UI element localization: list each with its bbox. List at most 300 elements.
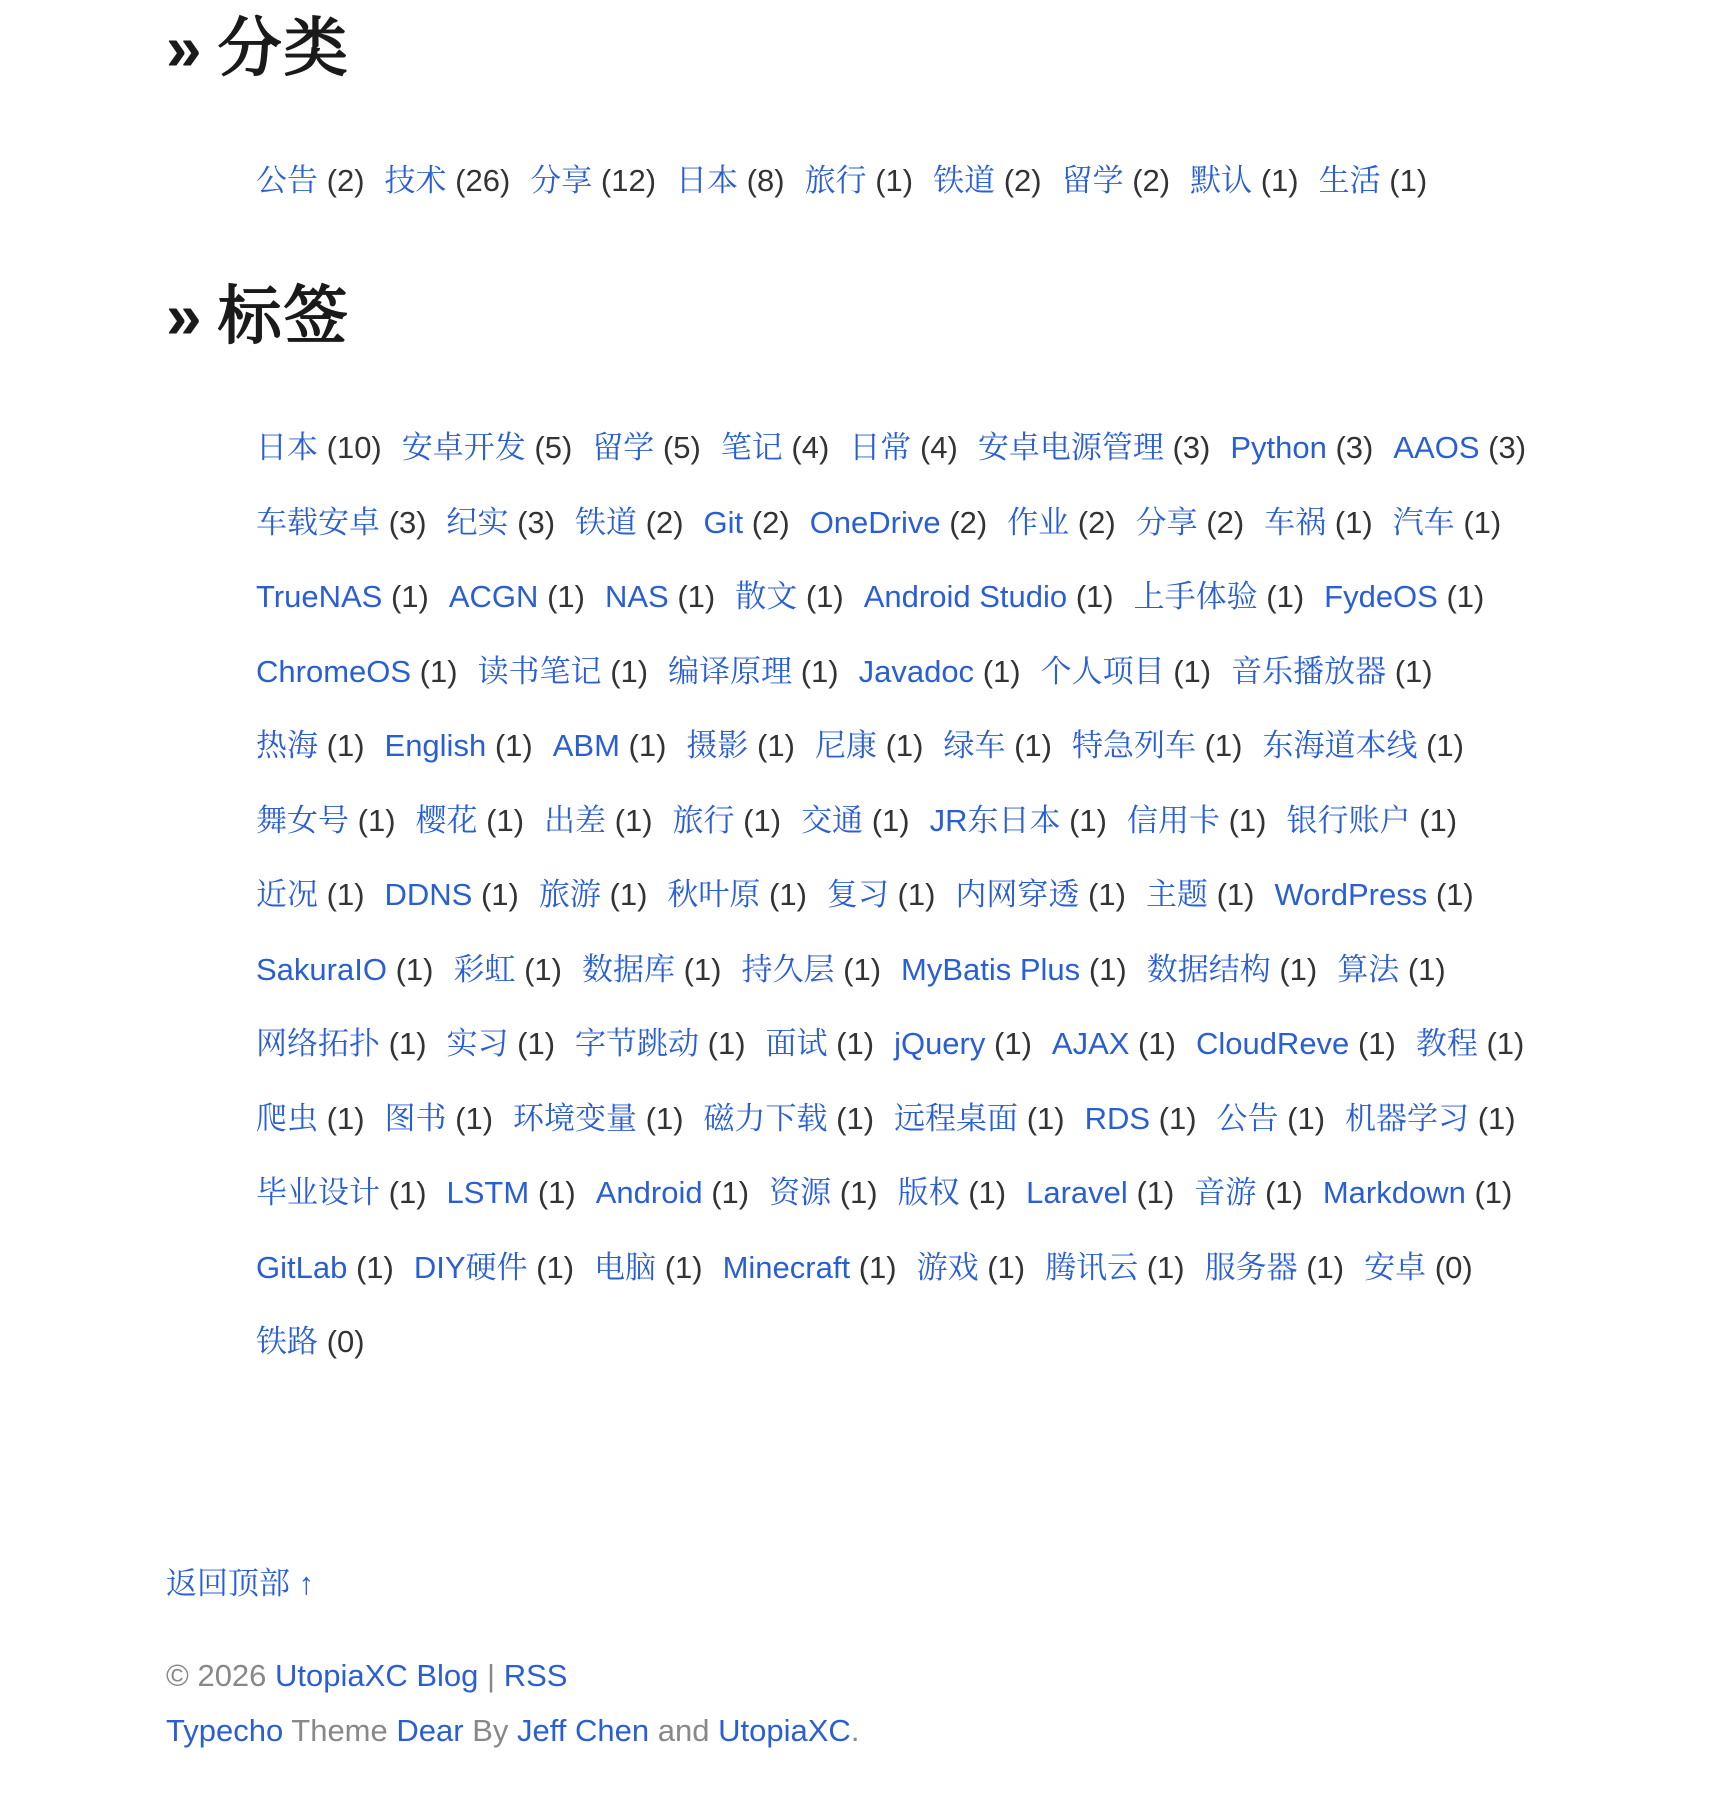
tag-item-count: (1) <box>1088 951 1127 987</box>
tag-item <box>917 1231 1026 1306</box>
tag-item-link[interactable]: 近况 <box>256 877 318 912</box>
tag-item-link[interactable]: 字节跳动 <box>575 1026 700 1061</box>
tag-item-link[interactable]: 信用卡 <box>1126 802 1220 838</box>
tag-item-link[interactable]: 机器学习 <box>1345 1100 1470 1136</box>
tag-item <box>539 858 648 933</box>
tag-item-count: (1) <box>1463 504 1502 540</box>
tag-item <box>1136 486 1245 561</box>
tag-item-link[interactable]: 车祸 <box>1264 504 1327 540</box>
category-item-count: (26) <box>455 163 511 198</box>
tag-item <box>594 1231 703 1306</box>
category-item-count: (1) <box>1260 163 1299 198</box>
tag-item-count: (1) <box>836 1100 875 1136</box>
tag-item <box>1217 1082 1326 1157</box>
tag-item-count: (1) <box>885 728 924 763</box>
tag-item-count: (1) <box>836 1026 875 1061</box>
category-list <box>256 144 1556 219</box>
tag-item <box>402 411 573 486</box>
tag-item <box>256 635 458 710</box>
tag-item-link[interactable]: 服务器 <box>1204 1249 1298 1285</box>
tag-item <box>1264 486 1373 561</box>
tag-item-link[interactable]: 毕业设计 <box>256 1175 380 1210</box>
raquo-marker: » <box>166 12 204 84</box>
tag-item-link[interactable]: DDNS <box>384 877 473 912</box>
tag-item-count: (0) <box>1434 1249 1473 1285</box>
theme-text: Theme <box>291 1713 388 1748</box>
tag-item <box>1085 1082 1197 1157</box>
tag-item <box>1072 709 1243 784</box>
tag-item-count: (1) <box>537 1175 576 1210</box>
tag-item-link[interactable]: WordPress <box>1274 877 1428 912</box>
tag-item-count: (1) <box>1138 1026 1176 1061</box>
tag-item-link[interactable]: 樱花 <box>415 802 478 838</box>
tag-item-link[interactable]: 日本 <box>256 430 318 465</box>
tag-item-link[interactable]: 内网穿透 <box>955 877 1080 912</box>
tag-item <box>1416 1007 1525 1082</box>
category-item <box>1190 144 1299 219</box>
tag-item <box>1364 1231 1473 1306</box>
tag-item-count: (1) <box>419 653 458 689</box>
tag-item <box>1194 1156 1303 1231</box>
tag-item-link[interactable]: jQuery <box>894 1026 986 1061</box>
category-item-count: (2) <box>1003 163 1042 198</box>
tag-item-count: (1) <box>664 1249 703 1285</box>
tag-item <box>864 560 1114 635</box>
tag-item <box>1231 635 1433 710</box>
tag-item-count: (1) <box>1266 579 1305 614</box>
tag-item-count: (1) <box>395 951 434 987</box>
tag-item-link[interactable]: 尼康 <box>814 728 877 763</box>
tag-item-link[interactable]: 分享 <box>1135 504 1198 540</box>
category-item <box>1319 144 1428 219</box>
tag-item-link[interactable]: GitLab <box>256 1249 348 1285</box>
tag-item <box>553 709 667 784</box>
tag-item-count: (5) <box>662 430 701 465</box>
tag-item <box>478 635 649 710</box>
tag-item-link[interactable]: 游戏 <box>916 1249 979 1285</box>
tag-item-count: (1) <box>711 1175 750 1210</box>
tag-item-count: (1) <box>1014 728 1052 763</box>
tag-item-link[interactable]: 上手体验 <box>1133 579 1258 614</box>
tag-item-link[interactable]: Markdown <box>1322 1175 1466 1210</box>
footer-credits-line <box>166 1703 859 1758</box>
tag-item-link[interactable]: 算法 <box>1337 951 1400 987</box>
tag-item-count: (1) <box>1146 1249 1185 1285</box>
tag-item-count: (1) <box>1486 1026 1525 1061</box>
copyright-text: © 2026 <box>166 1658 267 1693</box>
tag-item-link[interactable]: 音乐播放器 <box>1231 653 1387 689</box>
tag-item <box>582 933 722 1008</box>
tag-item-count: (1) <box>1394 653 1433 689</box>
tag-item <box>596 1156 749 1231</box>
tag-item-link[interactable]: English <box>384 728 487 763</box>
category-item-link[interactable]: 默认 <box>1190 163 1253 198</box>
tag-item-link[interactable]: 热海 <box>256 728 318 763</box>
tag-item-count: (1) <box>1026 1100 1065 1136</box>
tag-item <box>815 709 924 784</box>
tag-item-count: (1) <box>1306 1249 1345 1285</box>
tag-item-count: (1) <box>994 1026 1032 1061</box>
tag-item-link[interactable]: 安卓电源管理 <box>977 430 1164 465</box>
tag-item-link[interactable]: ChromeOS <box>256 653 412 689</box>
tag-item-link[interactable]: 绿车 <box>943 728 1006 763</box>
tag-item-count: (1) <box>1173 653 1212 689</box>
tag-item <box>943 709 1052 784</box>
tag-item-count: (1) <box>1477 1100 1516 1136</box>
tag-item-count: (1) <box>390 579 429 614</box>
blog-home-link[interactable]: UtopiaXC Blog <box>275 1658 479 1693</box>
tag-item-link[interactable]: 银行账户 <box>1286 802 1411 838</box>
tag-item-count: (1) <box>610 653 649 689</box>
tag-item <box>1337 933 1446 1008</box>
tag-item-link[interactable]: 持久层 <box>741 951 835 987</box>
tag-item-count: (1) <box>1158 1100 1197 1136</box>
tag-item-count: (1) <box>1426 728 1464 763</box>
by-text: By <box>472 1713 509 1748</box>
tag-item <box>256 1007 427 1082</box>
tag-item <box>1323 1156 1513 1231</box>
site-footer <box>166 1648 859 1758</box>
tag-item <box>447 1007 556 1082</box>
tag-item-link[interactable]: RDS <box>1084 1100 1151 1136</box>
tag-item-count: (1) <box>1334 504 1373 540</box>
tag-item-count: (1) <box>805 579 844 614</box>
tag-item-link[interactable]: 读书笔记 <box>477 653 602 689</box>
tag-item-count: (1) <box>677 579 716 614</box>
tag-item-link[interactable]: 电脑 <box>594 1249 657 1285</box>
tag-item <box>704 486 790 561</box>
tag-item-count: (0) <box>326 1324 365 1359</box>
category-item-count: (2) <box>1132 163 1171 198</box>
category-item-link[interactable]: 铁道 <box>933 163 996 198</box>
category-item <box>385 144 511 219</box>
tag-item <box>1205 1231 1345 1306</box>
tags-heading <box>166 268 350 364</box>
tag-item-link[interactable]: 环境变量 <box>513 1100 638 1136</box>
tag-item-link[interactable]: OneDrive <box>809 504 941 540</box>
category-item <box>1062 144 1171 219</box>
tag-item-link[interactable]: 音游 <box>1194 1175 1257 1210</box>
tag-item-count: (1) <box>1446 579 1485 614</box>
tag-item-link[interactable]: CloudReve <box>1195 1026 1350 1061</box>
tag-item-link[interactable]: ACGN <box>448 579 539 614</box>
tag-item-count: (1) <box>858 1249 897 1285</box>
utopiaxc-link[interactable]: UtopiaXC <box>718 1713 851 1748</box>
tag-item <box>605 560 715 635</box>
tag-item-link[interactable]: 教程 <box>1415 1026 1478 1061</box>
tag-item-link[interactable]: 铁路 <box>256 1324 318 1359</box>
category-item-count: (1) <box>875 163 914 198</box>
tag-item-link[interactable]: 作业 <box>1007 504 1070 540</box>
tag-item-count: (3) <box>388 504 427 540</box>
tag-item-link[interactable]: 旅行 <box>672 802 735 838</box>
tag-item-count: (1) <box>326 728 365 763</box>
typecho-link[interactable]: Typecho <box>166 1713 284 1748</box>
tag-item-link[interactable]: 特急列车 <box>1071 728 1196 763</box>
category-item-link[interactable]: 公告 <box>256 163 318 198</box>
tag-item-link[interactable]: 纪实 <box>446 504 509 540</box>
tag-item-link[interactable]: MyBatis Plus <box>901 951 1081 987</box>
tag-item <box>1147 933 1318 1008</box>
tag-item <box>1393 411 1526 486</box>
dear-theme-link[interactable]: Dear <box>396 1713 464 1748</box>
tag-item <box>256 1305 365 1380</box>
tag-item <box>1134 560 1305 635</box>
category-item-count: (12) <box>600 163 657 198</box>
tag-item-count: (1) <box>609 877 648 912</box>
tag-item-count: (1) <box>388 1026 427 1061</box>
tag-item-count: (1) <box>1075 579 1114 614</box>
tag-item-link[interactable]: JR东日本 <box>929 802 1061 838</box>
tag-item-count: (3) <box>517 504 556 540</box>
tag-item <box>769 1156 878 1231</box>
tag-item-count: (1) <box>1069 802 1107 838</box>
tag-item-link[interactable]: TrueNAS <box>256 579 383 614</box>
tag-item <box>859 635 1021 710</box>
footer-copyright-line <box>166 1648 859 1703</box>
tag-item <box>256 1156 427 1231</box>
tag-item-link[interactable]: 安卓开发 <box>401 430 526 465</box>
tag-item-count: (1) <box>614 802 653 838</box>
tag-item-link[interactable]: 版权 <box>897 1175 960 1210</box>
tag-item-count: (1) <box>683 951 722 987</box>
tag-item-count: (1) <box>517 1026 556 1061</box>
tag-item <box>513 1082 684 1157</box>
tag-item-link[interactable]: FydeOS <box>1324 579 1438 614</box>
tag-item <box>1026 1156 1174 1231</box>
category-item-link[interactable]: 旅行 <box>804 163 867 198</box>
tag-item-count: (1) <box>1264 1175 1303 1210</box>
tag-item <box>414 1231 574 1306</box>
tag-item-link[interactable]: 公告 <box>1216 1100 1279 1136</box>
tag-item-link[interactable]: AAOS <box>1393 430 1480 465</box>
tag-item <box>898 1156 1007 1231</box>
tag-item <box>735 560 844 635</box>
back-to-top-label: 返回顶部 <box>166 1566 290 1601</box>
category-item <box>676 144 785 219</box>
category-item-link[interactable]: 技术 <box>384 163 447 198</box>
tag-item-link[interactable]: Laravel <box>1026 1175 1128 1210</box>
tag-item-count: (1) <box>1204 728 1243 763</box>
tag-item-count: (1) <box>357 802 396 838</box>
tag-item-link[interactable]: ABM <box>552 728 620 763</box>
back-to-top-link[interactable] <box>166 1564 314 1604</box>
tag-item-link[interactable]: NAS <box>604 579 669 614</box>
tag-item <box>1393 486 1502 561</box>
tag-item-link[interactable]: 笔记 <box>720 430 783 465</box>
tag-item <box>721 411 830 486</box>
tag-item <box>742 933 882 1008</box>
category-item-count: (8) <box>746 163 785 198</box>
and-text: and <box>657 1713 710 1748</box>
tag-item-count: (2) <box>645 504 684 540</box>
tag-item <box>1230 411 1373 486</box>
tag-item-count: (4) <box>919 430 958 465</box>
tag-item-link[interactable]: 个人项目 <box>1040 653 1165 689</box>
tag-item-link[interactable]: AJAX <box>1051 1026 1130 1061</box>
tag-item-count: (3) <box>1335 430 1374 465</box>
category-item <box>256 144 365 219</box>
tag-item <box>256 784 396 859</box>
tag-item-count: (1) <box>1419 802 1458 838</box>
tag-item-count: (2) <box>1077 504 1116 540</box>
tag-item-count: (1) <box>897 877 936 912</box>
tag-item-link[interactable]: 留学 <box>592 430 655 465</box>
tag-item <box>575 486 684 561</box>
tag-item-count: (1) <box>547 579 585 614</box>
tag-item-link[interactable]: DIY硬件 <box>413 1249 528 1285</box>
tag-item-count: (2) <box>949 504 988 540</box>
tag-item-link[interactable]: 安卓 <box>1364 1249 1427 1285</box>
category-item <box>805 144 914 219</box>
tag-item-link[interactable]: 东海道本线 <box>1262 728 1418 763</box>
tag-item-count: (1) <box>1279 951 1318 987</box>
tag-item <box>827 858 936 933</box>
tag-item-link[interactable]: 铁道 <box>575 504 638 540</box>
tag-item <box>385 858 519 933</box>
tag-item-link[interactable]: 主题 <box>1145 877 1208 912</box>
tag-item-link[interactable]: SakuraIO <box>256 951 387 987</box>
tag-item <box>1045 1231 1185 1306</box>
categories-title: 分类 <box>217 12 350 84</box>
tag-item <box>723 1231 897 1306</box>
tag-item-count: (1) <box>707 1026 746 1061</box>
tag-item-count: (4) <box>791 430 830 465</box>
category-item-link[interactable]: 生活 <box>1318 163 1381 198</box>
tag-item-count: (1) <box>769 877 807 912</box>
tag-item-count: (1) <box>645 1100 684 1136</box>
tag-item-link[interactable]: 远程桌面 <box>894 1100 1019 1136</box>
category-item <box>530 144 656 219</box>
categories-heading <box>166 0 350 96</box>
tag-item-count: (1) <box>1435 877 1474 912</box>
tag-item-count: (2) <box>1206 504 1245 540</box>
tag-item-link[interactable]: 资源 <box>769 1175 832 1210</box>
tag-item-count: (1) <box>388 1175 427 1210</box>
category-item <box>933 144 1042 219</box>
tag-item-count: (10) <box>326 430 382 465</box>
tag-item <box>256 858 365 933</box>
category-item-link[interactable]: 留学 <box>1061 163 1124 198</box>
tag-item <box>668 635 839 710</box>
tag-item-link[interactable]: Android <box>595 1175 703 1210</box>
tag-item <box>385 1082 494 1157</box>
tag-item-count: (1) <box>480 877 519 912</box>
footer-separator: | <box>487 1658 496 1693</box>
tag-item <box>256 411 382 486</box>
tag-item <box>385 709 533 784</box>
tag-item-count: (1) <box>1136 1175 1175 1210</box>
tag-item-link[interactable]: 数据库 <box>581 951 675 987</box>
tag-item-link[interactable]: 编译原理 <box>668 653 793 689</box>
tag-item-link[interactable]: 汽车 <box>1392 504 1455 540</box>
tag-item-link[interactable]: Git <box>703 504 744 540</box>
tag-item-count: (1) <box>455 1100 494 1136</box>
tag-item-link[interactable]: Android Studio <box>863 579 1068 614</box>
tag-item <box>810 486 987 561</box>
tag-item-link[interactable]: 舞女号 <box>256 802 349 838</box>
tag-item-count: (1) <box>536 1249 575 1285</box>
tag-item <box>256 560 429 635</box>
tag-item-link[interactable]: 网络拓扑 <box>256 1026 380 1061</box>
category-item-count: (1) <box>1389 163 1428 198</box>
tag-item <box>544 784 653 859</box>
tag-item-count: (1) <box>1287 1100 1326 1136</box>
tag-item <box>1274 858 1473 933</box>
tag-item-count: (1) <box>1216 877 1255 912</box>
tag-item-link[interactable]: 交通 <box>801 802 864 838</box>
tag-item <box>416 784 525 859</box>
tag-item <box>447 1156 576 1231</box>
tag-item <box>978 411 1211 486</box>
tag-item <box>686 709 795 784</box>
tag-item-link[interactable]: LSTM <box>446 1175 530 1210</box>
tag-item <box>256 709 365 784</box>
tag-item-link[interactable]: 摄影 <box>686 728 749 763</box>
tag-item <box>849 411 958 486</box>
tag-item <box>256 933 433 1008</box>
tag-item-count: (1) <box>843 951 882 987</box>
tag-item-link[interactable]: 彩虹 <box>453 951 516 987</box>
tag-item-link[interactable]: 磁力下载 <box>703 1100 828 1136</box>
tag-item-link[interactable]: 日常 <box>849 430 912 465</box>
tag-item <box>1052 1007 1176 1082</box>
tag-item-link[interactable]: 图书 <box>384 1100 447 1136</box>
tag-item-count: (1) <box>628 728 667 763</box>
tag-item <box>256 486 427 561</box>
tag-item-link[interactable]: 实习 <box>446 1026 509 1061</box>
tag-item-count: (3) <box>1172 430 1211 465</box>
tag-item-link[interactable]: 腾讯云 <box>1045 1249 1139 1285</box>
tag-item <box>667 858 807 933</box>
tag-item <box>256 1231 394 1306</box>
rss-link[interactable]: RSS <box>503 1658 568 1693</box>
tag-item-count: (1) <box>1474 1175 1513 1210</box>
tag-item-link[interactable]: 散文 <box>735 579 798 614</box>
tag-item-link[interactable]: 爬虫 <box>256 1100 318 1136</box>
tag-item <box>453 933 562 1008</box>
arrow-up-icon: ↑ <box>298 1566 315 1601</box>
tag-item-link[interactable]: Javadoc <box>858 653 975 689</box>
raquo-marker: » <box>166 280 204 352</box>
tag-item <box>955 858 1126 933</box>
tag-item-link[interactable]: 出差 <box>544 802 607 838</box>
category-item-link[interactable]: 分享 <box>530 163 593 198</box>
tag-item-count: (1) <box>326 877 365 912</box>
tag-item-count: (1) <box>494 728 533 763</box>
tag-item-link[interactable]: Python <box>1230 430 1327 465</box>
tag-item-link[interactable]: 车载安卓 <box>256 504 380 540</box>
tag-item-link[interactable]: 旅游 <box>538 877 601 912</box>
period-text: . <box>850 1713 860 1748</box>
tag-item-link[interactable]: 复习 <box>826 877 889 912</box>
tag-item <box>256 1082 365 1157</box>
tag-item <box>1324 560 1484 635</box>
jeff-chen-link[interactable]: Jeff Chen <box>517 1713 650 1748</box>
tag-item <box>766 1007 875 1082</box>
tag-item-link[interactable]: 面试 <box>765 1026 828 1061</box>
tag-item-link[interactable]: Minecraft <box>722 1249 851 1285</box>
tag-item-count: (1) <box>524 951 562 987</box>
tag-item-count: (1) <box>800 653 839 689</box>
category-item-link[interactable]: 日本 <box>676 163 739 198</box>
tag-item-count: (1) <box>968 1175 1007 1210</box>
tag-item-link[interactable]: 数据结构 <box>1146 951 1271 987</box>
tag-item-link[interactable]: 秋叶原 <box>667 877 761 912</box>
tag-item-count: (5) <box>534 430 573 465</box>
tag-item-count: (1) <box>1407 951 1446 987</box>
tag-item <box>1127 784 1267 859</box>
